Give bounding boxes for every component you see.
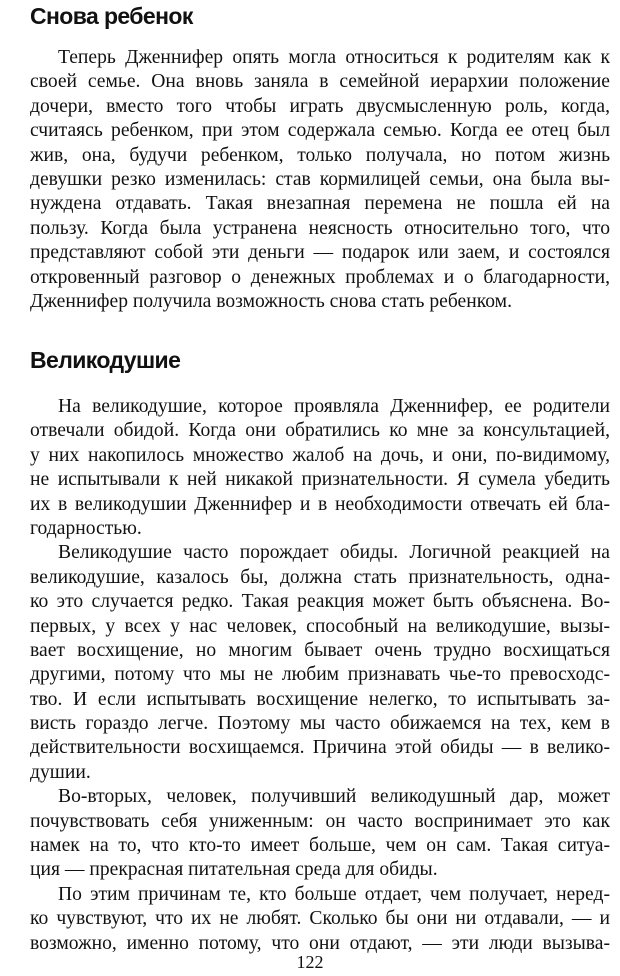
- text-line: Великодушие часто порождает обиды. Логичной реакцией на: [58, 542, 610, 564]
- text-line: откровенный разговор о денежных проблемах и о благодарности,: [30, 266, 610, 288]
- section-heading-velikodushie: Великодушие: [30, 347, 181, 373]
- text-line: другими, потому что мы не любим признавать чье-то превосходс-: [30, 664, 610, 686]
- text-line: Во-вторых, человек, получивший великодушный дар, может: [58, 786, 610, 808]
- text-line: жив, она, будучи ребенком, только получала, но потом жизнь: [30, 144, 610, 166]
- text-line: нуждена отдавать. Такая внезапная перемена не пошла ей на: [30, 193, 610, 215]
- paragraph-snova-rebenok: [30, 46, 610, 314]
- text-line: действительности восхищаемся. Причина этой обиды — в велико-: [30, 737, 610, 759]
- text-line: возможно, именно потому, что они отдают, — эти люди вызыва-: [30, 932, 610, 954]
- text-line: великодушие, казалось бы, должна стать признательность, одна-: [30, 566, 610, 588]
- paragraphs-velikodushie: [30, 395, 610, 956]
- text-line: Дженнифер получила возможность снова стать ребенком.: [30, 290, 512, 312]
- text-line: вает восхищение, но многим бывает очень трудно восхищаться: [30, 639, 610, 661]
- text-line: пользу. Когда была устранена неясность относительно того, что: [30, 217, 610, 239]
- text-line: По этим причинам те, кто больше отдает, чем получает, неред-: [58, 883, 610, 905]
- text-line: годарностью.: [30, 517, 142, 539]
- text-line: своей семье. Она вновь заняла в семейной иерархии положение: [30, 71, 610, 93]
- text-line: ция — прекрасная питательная среда для обиды.: [30, 859, 438, 881]
- text-line: Теперь Дженнифер опять могла относиться к родителям как к: [58, 47, 610, 68]
- page-number: 122: [296, 952, 324, 972]
- text-line: душии.: [30, 761, 91, 783]
- text-line: дочери, вместо того чтобы играть двусмысленную роль, когда,: [30, 95, 610, 117]
- text-line: висть гораздо легче. Поэтому мы часто обижаемся на тех, кем в: [30, 713, 610, 735]
- text-line: считаясь ребенком, при этом содержала семью. Когда ее отец был: [30, 120, 610, 142]
- text-line: у них накопилось множество жалоб на дочь, и они, по-видимому,: [30, 444, 610, 466]
- text-line: ко чувствуют, что их не любят. Сколько бы они ни отдавали, — и: [30, 908, 610, 930]
- text-line: намек на то, что кто-то имеет больше, чем он сам. Такая ситуа-: [30, 835, 610, 857]
- text-line: отвечали обидой. Когда они обратились ко мне за консультацией,: [30, 420, 610, 442]
- text-line: их в великодушии Дженнифер и в необходимости отвечать ей бла-: [30, 493, 610, 515]
- text-line: не испытывали к ней никакой признательности. Я сумела убедить: [30, 469, 610, 491]
- text-line: На великодушие, которое проявляла Дженнифер, ее родители: [58, 396, 610, 417]
- text-line: тво. И если испытывать восхищение нелегко, то испытывать за-: [30, 688, 610, 710]
- section-heading-snova-rebenok: Снова ребенок: [30, 3, 193, 29]
- text-line: девушки резко изменилась: став кормилицей семьи, она была вы-: [30, 168, 610, 190]
- text-line: почувствовать себя униженным: он часто воспринимает это как: [30, 810, 610, 832]
- text-line: представляют собой эти деньги — подарок или заем, и состоялся: [30, 242, 610, 264]
- text-line: первых, у всех у нас человек, способный на великодушие, вызы-: [30, 615, 610, 637]
- text-line: ко это случается редко. Такая реакция может быть объяснена. Во-: [30, 591, 610, 613]
